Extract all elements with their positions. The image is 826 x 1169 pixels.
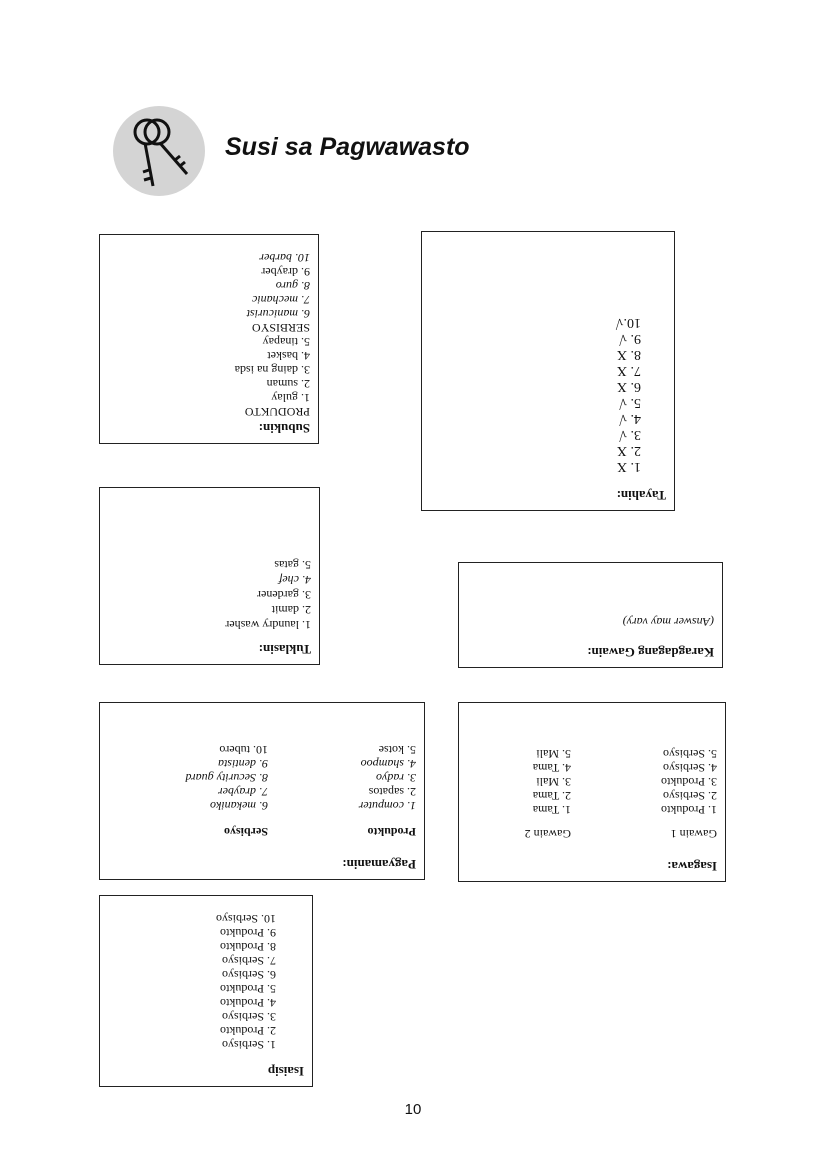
- list-item: 2. Tama: [532, 789, 571, 803]
- list-item: 3. Produkto: [660, 775, 717, 789]
- produkto-column-head: Produkto: [367, 825, 416, 839]
- karagdagang-heading: Karagdagang Gawain:: [587, 645, 714, 660]
- list-item: 2. suman: [266, 377, 310, 391]
- list-item: 7. X: [616, 363, 641, 378]
- subukin-box: [99, 234, 319, 444]
- list-item: 5. Mali: [536, 747, 571, 761]
- page-number: 10: [404, 1101, 422, 1118]
- tuklasin-box: [99, 487, 320, 665]
- list-item: 4. √: [619, 411, 641, 426]
- list-item: 7. mechanic: [252, 293, 310, 307]
- isagawa-heading: Isagawa:: [667, 859, 717, 874]
- karagdagang-box: [458, 562, 723, 668]
- list-item: 1. Tama: [532, 803, 571, 817]
- list-item: 2. Serbisyo: [663, 789, 717, 803]
- list-item: 4. basket: [267, 349, 310, 363]
- list-item: 6. manicurist: [246, 307, 310, 321]
- list-item: 10. Serbisyo: [216, 912, 276, 926]
- list-item: 9. dentista: [218, 757, 268, 771]
- gawain-2-head: Gawain 2: [524, 827, 571, 841]
- list-item: 5. Produkto: [219, 982, 276, 996]
- isagawa-box: [458, 702, 726, 882]
- list-item: 6. X: [616, 379, 641, 394]
- list-item: 4. Tama: [532, 761, 571, 775]
- tuklasin-heading: Tuklasin:: [258, 642, 311, 657]
- list-item: 3. radyo: [376, 771, 416, 785]
- list-item: 8. Produkto: [219, 940, 276, 954]
- list-item: 3. daing na isda: [234, 363, 310, 377]
- produkto-label: PRODUKTO: [244, 405, 310, 419]
- list-item: 5. tinapay: [262, 335, 310, 349]
- list-item: 1. Produkto: [660, 803, 717, 817]
- pagyamanin-heading: Pagyamanin:: [342, 857, 416, 872]
- list-item: 8. X: [616, 347, 641, 362]
- list-item: 4. shampoo: [360, 757, 416, 771]
- list-item: 2. damit: [271, 603, 311, 617]
- list-item: 9. √: [619, 331, 641, 346]
- list-item: 1. laundry washer: [225, 618, 311, 632]
- list-item: 3. Serbisyo: [222, 1010, 276, 1024]
- list-item: 3. Mali: [536, 775, 571, 789]
- tayahin-heading: Tayahin:: [616, 488, 666, 503]
- keys-icon: [113, 106, 205, 196]
- isaisip-box: [99, 895, 313, 1087]
- list-item: 9. Produkto: [219, 926, 276, 940]
- pagyamanin-box: [99, 702, 425, 880]
- list-item: 5. kotse: [378, 743, 416, 757]
- tayahin-box: [421, 231, 675, 511]
- list-item: 10. tubero: [219, 743, 268, 757]
- list-item: 8. Security guard: [185, 771, 268, 785]
- list-item: 9. drayber: [261, 265, 310, 279]
- list-item: 6. Serbisyo: [222, 968, 276, 982]
- answer-note: (Answer may vary): [622, 615, 714, 629]
- serbisyo-label: SERBISYO: [251, 321, 310, 335]
- page-title: Susi sa Pagwawasto: [225, 133, 470, 161]
- list-item: 1. gulay: [271, 391, 310, 405]
- list-item: 7. Serbisyo: [222, 954, 276, 968]
- list-item: 5. gatas: [274, 558, 311, 572]
- list-item: 2. Produkto: [219, 1024, 276, 1038]
- serbisyo-column-head: Serbisyo: [223, 825, 268, 839]
- list-item: 7. drayber: [218, 785, 268, 799]
- isaisip-heading: Isaisip: [267, 1064, 304, 1079]
- list-item: 1. X: [616, 459, 641, 474]
- list-item: 2. sapatos: [368, 785, 416, 799]
- list-item: 8. guro: [275, 279, 310, 293]
- list-item: 3. gardener: [257, 588, 311, 602]
- gawain-1-head: Gawain 1: [670, 827, 717, 841]
- subukin-heading: Subukin:: [258, 421, 310, 436]
- list-item: 1. Serbisyo: [222, 1038, 276, 1052]
- list-item: 2. X: [616, 443, 641, 458]
- list-item: 10.√: [615, 315, 641, 330]
- list-item: 5. √: [619, 395, 641, 410]
- list-item: 6. mekaniko: [210, 799, 268, 813]
- list-item: 5. Serbisyo: [663, 747, 717, 761]
- list-item: 4. Serbisyo: [663, 761, 717, 775]
- list-item: 1. computer: [358, 799, 416, 813]
- keys-logo: [113, 106, 205, 196]
- list-item: 3. √: [619, 427, 641, 442]
- list-item: 4. chef: [279, 573, 311, 587]
- list-item: 10. barber: [259, 251, 310, 265]
- list-item: 4. Produkto: [219, 996, 276, 1010]
